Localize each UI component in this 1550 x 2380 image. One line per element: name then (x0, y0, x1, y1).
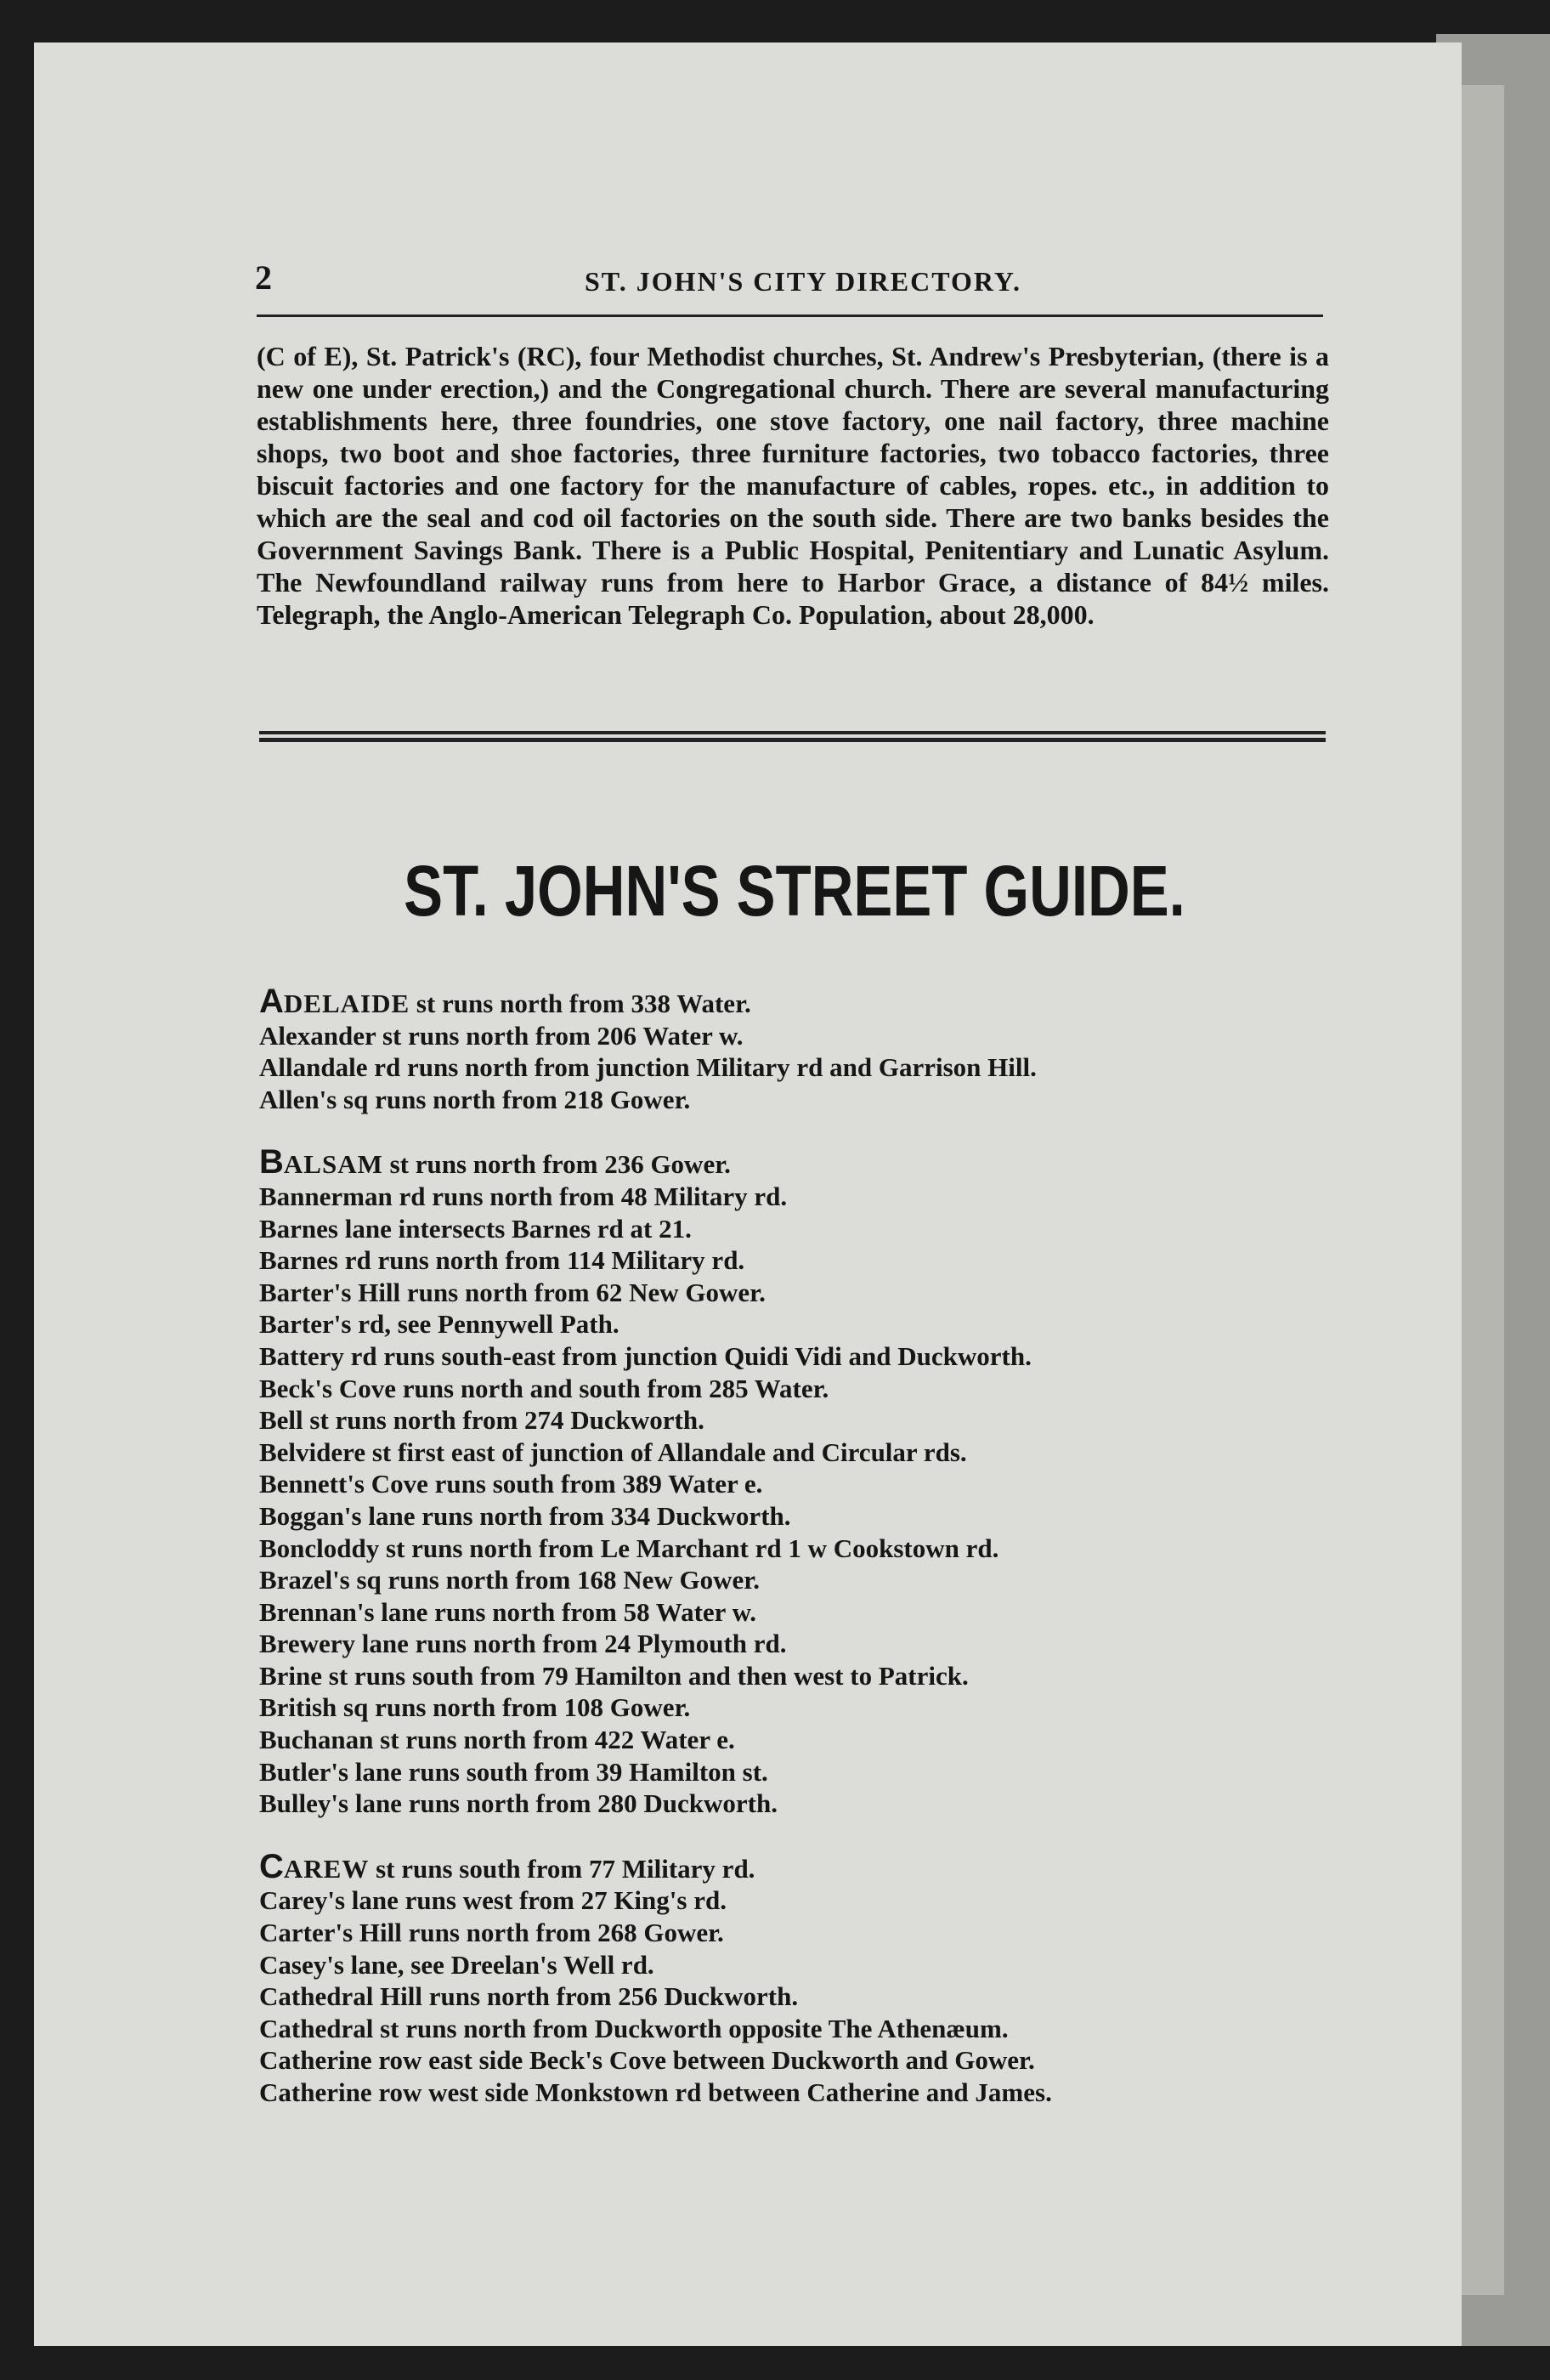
header-rule (257, 314, 1323, 317)
list-item: Barnes lane intersects Barnes rd at 21. (259, 1213, 692, 1244)
list-item: Casey's lane, see Dreelan's Well rd. (259, 1949, 654, 1980)
intro-paragraph: (C of E), St. Patrick's (RC), four Methodist churches, St. Andrew's Presbyterian, (there is a new one under erection,) and the Congregational church. There are several manufacturing establishments here, three foundries, one stove factory, one nail factory, three machine shops, two boot and shoe factories, three furniture factories, two tobacco factories, three biscuit factories and one factory for the manufacture of cables, ropes. etc., in addition to which are the seal and cod oil factories on the south side. There are two banks besides the Government Savings Bank. There is a Public Hospital, Penitentiary and Lunatic Asylum. The Newfoundland railway runs from here to Harbor Grace, a distance of 84½ miles. Telegraph, the Anglo-American Telegraph Co. Population, about 28,000. (257, 341, 1329, 630)
lead-rest: st runs south from 77 Military rd. (369, 1853, 755, 1884)
list-item: Catherine row east side Beck's Cove between Duckworth and Gower. (259, 2045, 1035, 2076)
street-guide-list (259, 983, 1347, 2140)
list-item: Bannerman rd runs north from 48 Military rd. (259, 1181, 788, 1211)
list-item: Cathedral Hill runs north from 256 Duckworth. (259, 1981, 799, 2012)
list-item: Carter's Hill runs north from 268 Gower. (259, 1918, 724, 1948)
guide-title: ST. JOHN'S STREET GUIDE. (404, 851, 1185, 931)
lead-word: AREW (283, 1853, 370, 1884)
list-item: Barnes rd runs north from 114 Military rd. (259, 1245, 745, 1276)
list-item: Boggan's lane runs north from 334 Duckworth. (259, 1500, 791, 1531)
list-item: Brazel's sq runs north from 168 New Gower. (259, 1565, 760, 1595)
list-item: Allen's sq runs north from 218 Gower. (259, 1084, 691, 1114)
list-item: British sq runs north from 108 Gower. (259, 1692, 691, 1723)
list-item: Barter's rd, see Pennywell Path. (259, 1309, 619, 1340)
list-item (259, 1143, 1347, 1182)
list-item: Catherine row west side Monkstown rd between Catherine and James. (259, 2077, 1052, 2107)
list-item: Boncloddy st runs north from Le Marchant rd 1 w Cookstown rd. (259, 1533, 999, 1563)
section-divider (259, 731, 1326, 743)
list-item: Bell st runs north from 274 Duckworth. (259, 1405, 704, 1436)
list-item: Battery rd runs south-east from junction Quidi Vidi and Duckworth. (259, 1340, 1032, 1371)
list-item (259, 1847, 1347, 1885)
drop-letter: A (259, 983, 284, 1020)
list-item: Barter's Hill runs north from 62 New Gower. (259, 1277, 766, 1307)
list-item: Brine st runs south from 79 Hamilton and then west to Patrick. (259, 1660, 969, 1691)
list-item: Butler's lane runs south from 39 Hamilton st. (259, 1756, 768, 1787)
list-item: Belvidere st first east of junction of Allandale and Circular rds. (259, 1436, 967, 1467)
list-item: Bulley's lane runs north from 280 Duckworth. (259, 1788, 778, 1819)
list-item: Beck's Cove runs north and south from 285 Water. (259, 1373, 829, 1403)
section-b (259, 1143, 1347, 1819)
page-number: 2 (255, 258, 272, 297)
section-a (259, 983, 1347, 1115)
lead-word: DELAIDE (283, 989, 410, 1018)
drop-letter: C (259, 1847, 284, 1885)
list-item: Brewery lane runs north from 24 Plymouth rd. (259, 1629, 787, 1659)
lead-rest: st runs north from 338 Water. (410, 989, 751, 1018)
list-item: Brennan's lane runs north from 58 Water w. (259, 1596, 757, 1627)
section-c (259, 1847, 1347, 2109)
list-item: Carey's lane runs west from 27 King's rd. (259, 1885, 727, 1916)
list-item: Bennett's Cove runs south from 389 Water e. (259, 1469, 763, 1499)
lead-word: ALSAM (283, 1149, 383, 1180)
running-head: ST. JOHN'S CITY DIRECTORY. (584, 266, 1022, 297)
list-item: Buchanan st runs north from 422 Water e. (259, 1725, 735, 1755)
page-header (255, 246, 1334, 298)
directory-page (34, 42, 1462, 2346)
lead-rest: st runs north from 236 Gower. (382, 1149, 731, 1180)
list-item (259, 983, 1347, 1020)
drop-letter: B (259, 1143, 284, 1182)
list-item: Cathedral st runs north from Duckworth opposite The Athenæum. (259, 2013, 1009, 2043)
list-item: Alexander st runs north from 206 Water w. (259, 1020, 744, 1051)
list-item: Allandale rd runs north from junction Military rd and Garrison Hill. (259, 1052, 1037, 1083)
